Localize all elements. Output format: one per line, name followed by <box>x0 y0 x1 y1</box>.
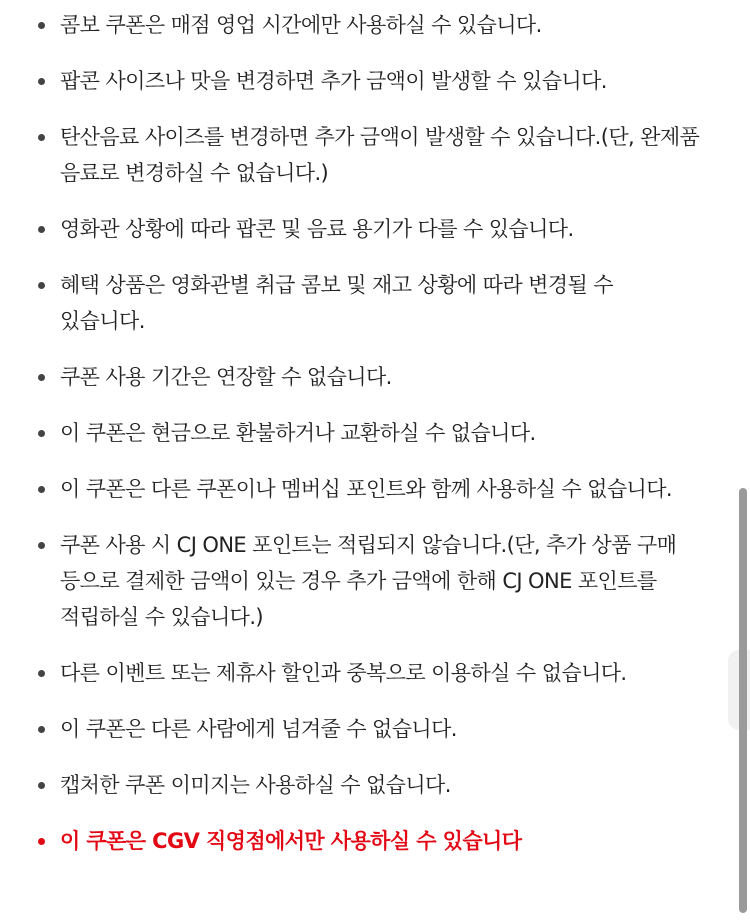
notice-item-popcorn-change <box>0 63 720 99</box>
notice-text: 탄산음료 사이즈를 변경하면 추가 금액이 발생할 수 있습니다.(단, 완제품 음료로 변경하실 수 없습니다.) <box>60 125 700 185</box>
notice-item-container <box>0 211 720 247</box>
bullet-icon <box>38 134 45 141</box>
bullet-icon <box>38 542 45 549</box>
notice-text: 쿠폰 사용 기간은 연장할 수 없습니다. <box>60 365 392 389</box>
notice-item-cj-one-points <box>0 527 720 635</box>
notice-text: 팝콘 사이즈나 맛을 변경하면 추가 금액이 발생할 수 있습니다. <box>60 69 607 93</box>
bullet-icon <box>38 782 45 789</box>
notice-item-no-capture <box>0 767 720 803</box>
bullet-icon <box>38 22 45 29</box>
notice-item-cgv-only <box>0 823 720 859</box>
notice-text: 혜택 상품은 영화관별 취급 콤보 및 재고 상황에 따라 변경될 수 있습니다. <box>60 273 613 333</box>
notice-item-no-combine <box>0 471 720 507</box>
bullet-icon <box>38 374 45 381</box>
notice-text: 쿠폰 사용 시 CJ ONE 포인트는 적립되지 않습니다.(단, 추가 상품 구매 등으로 결제한 금액이 있는 경우 추가 금액에 한해 CJ ONE 포인트를 적립하실 수 있습니다.) <box>60 533 677 629</box>
scrollbar-thumb[interactable] <box>739 488 747 913</box>
notice-text: 콤보 쿠폰은 매점 영업 시간에만 사용하실 수 있습니다. <box>60 13 542 37</box>
bullet-icon <box>38 430 45 437</box>
notice-text-highlight: 이 쿠폰은 CGV 직영점에서만 사용하실 수 있습니다 <box>60 829 522 853</box>
notice-text: 영화관 상황에 따라 팝콘 및 음료 용기가 다를 수 있습니다. <box>60 217 574 241</box>
notice-item-benefit-change <box>0 267 720 339</box>
bullet-icon <box>38 486 45 493</box>
bullet-icon <box>38 670 45 677</box>
bullet-icon <box>38 838 45 845</box>
notice-text: 이 쿠폰은 다른 쿠폰이나 멤버십 포인트와 함께 사용하실 수 없습니다. <box>60 477 672 501</box>
notice-item-business-hours <box>0 7 720 43</box>
notice-item-no-refund <box>0 415 720 451</box>
notice-item-no-extension <box>0 359 720 395</box>
notice-item-no-duplicate-discount <box>0 655 720 691</box>
notice-item-no-transfer <box>0 711 720 747</box>
bullet-icon <box>38 726 45 733</box>
bullet-icon <box>38 282 45 289</box>
notice-item-soda-size <box>0 119 720 191</box>
notice-text: 캡처한 쿠폰 이미지는 사용하실 수 없습니다. <box>60 773 451 797</box>
bullet-icon <box>38 78 45 85</box>
notice-text: 이 쿠폰은 현금으로 환불하거나 교환하실 수 없습니다. <box>60 421 536 445</box>
coupon-notice-list <box>0 7 720 879</box>
notice-text: 이 쿠폰은 다른 사람에게 넘겨줄 수 없습니다. <box>60 717 457 741</box>
notice-text: 다른 이벤트 또는 제휴사 할인과 중복으로 이용하실 수 없습니다. <box>60 661 627 685</box>
bullet-icon <box>38 226 45 233</box>
